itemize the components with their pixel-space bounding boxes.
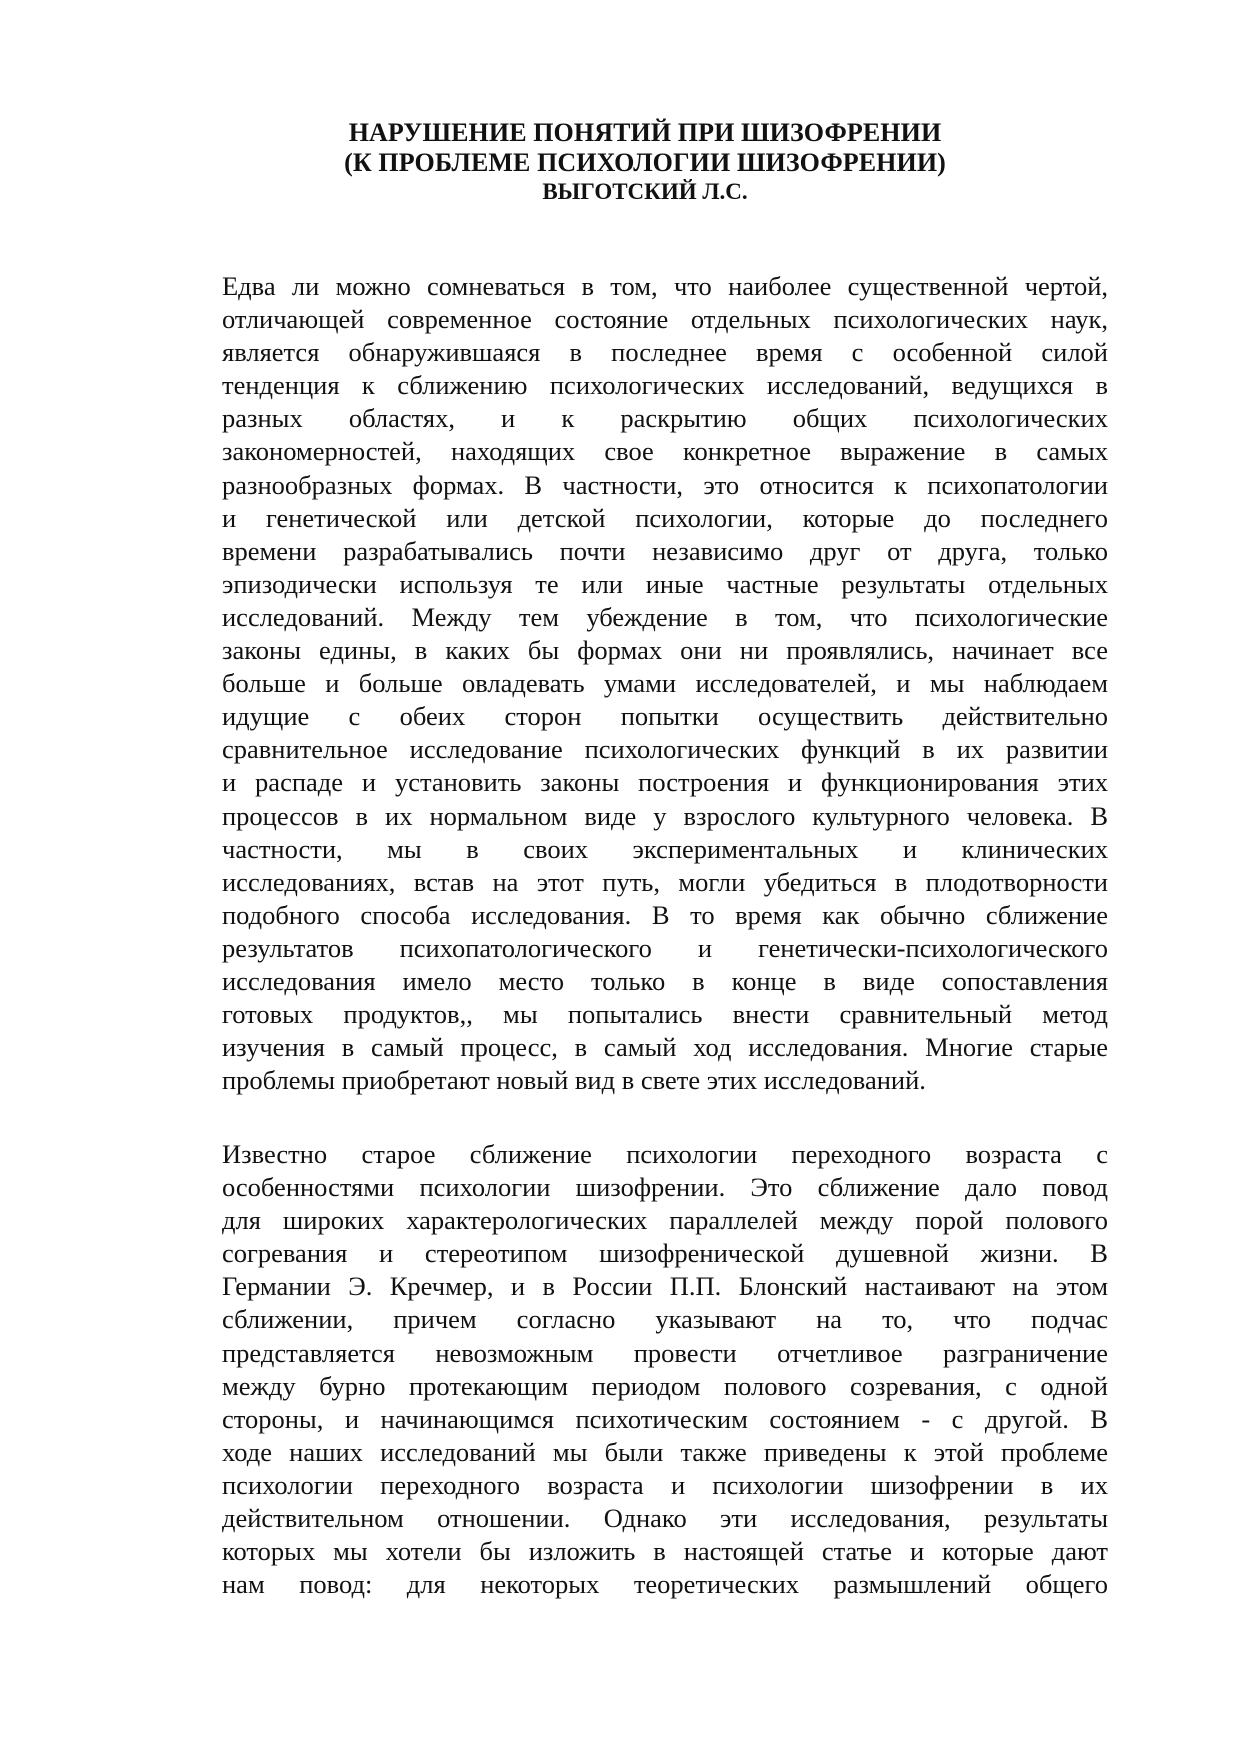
text-line: действительном отношении. Однако эти исследования, результаты [222, 1503, 1108, 1534]
text-line: тенденция к сближению психологических исследований, ведущихся в [222, 370, 1108, 401]
text-line: частности, мы в своих экспериментальных и клинических [222, 833, 1108, 864]
paragraph-1 [222, 270, 1108, 1097]
text-line: исследованиях, встав на этот путь, могли убедиться в плодотворности [222, 866, 1108, 897]
article-subtitle: (К ПРОБЛЕМЕ ПСИХОЛОГИИ ШИЗОФРЕНИИ) [344, 148, 946, 177]
text-line: отличающей современное состояние отдельных психологических наук, [222, 304, 1108, 335]
text-line: законы едины, в каких бы формах они ни проявлялись, начинает все [222, 635, 1108, 666]
text-line: исследований. Между тем убеждение в том, что психологические [222, 601, 1108, 632]
text-line: проблемы приобретают новый вид в свете этих исследований. [222, 1065, 926, 1096]
paragraph-2 [222, 1138, 1108, 1601]
text-line: сравнительное исследование психологических функций в их развитии [222, 734, 1108, 765]
text-line: ходе наших исследований мы были также приведены к этой проблеме [222, 1436, 1108, 1467]
text-line: нам повод: для некоторых теоретических размышлений общего [222, 1569, 1108, 1600]
text-line: эпизодически используя те или иные частные результаты отдельных [222, 568, 1108, 599]
text-line: представляется невозможным провести отчетливое разграничение [222, 1337, 1108, 1368]
text-line: времени разрабатывались почти независимо друг от друга, только [222, 535, 1108, 566]
text-line: особенностями психологии шизофрении. Это сближение дало повод [222, 1172, 1108, 1203]
text-line: и распаде и установить законы построения и функционирования этих [222, 767, 1108, 798]
text-line: результатов психопатологического и генетически-психологического [222, 932, 1108, 963]
text-line: идущие с обеих сторон попытки осуществить действительно [222, 701, 1108, 732]
text-line: больше и больше овладевать умами исследователей, и мы наблюдаем [222, 668, 1108, 699]
text-line: разнообразных формах. В частности, это относится к психопатологии [222, 469, 1108, 500]
text-line: подобного способа исследования. В то время как обычно сближение [222, 899, 1108, 930]
text-line: и генетической или детской психологии, которые до последнего [222, 502, 1108, 533]
text-line: процессов в их нормальном виде у взрослого культурного человека. В [222, 800, 1108, 831]
text-line: Известно старое сближение психологии переходного возраста с [222, 1139, 1108, 1169]
title-block [200, 118, 1090, 206]
text-line: исследования имело место только в конце в виде сопоставления [222, 965, 1108, 996]
text-line: стороны, и начинающимся психотическим состоянием - с другой. В [222, 1403, 1108, 1434]
text-line: разных областях, и к раскрытию общих психологических [222, 403, 1108, 434]
text-line: сближении, причем согласно указывают на то, что подчас [222, 1304, 1108, 1335]
text-line: Едва ли можно сомневаться в том, что наиболее существенной чертой, [222, 271, 1108, 301]
text-line: которых мы хотели бы изложить в настоящей статье и которые дают [222, 1536, 1108, 1567]
text-line: согревания и стереотипом шизофренической душевной жизни. В [222, 1238, 1108, 1269]
text-line: психологии переходного возраста и психологии шизофрении в их [222, 1469, 1108, 1500]
text-line: является обнаружившаяся в последнее время с особенной силой [222, 337, 1108, 368]
article-author: ВЫГОТСКИЙ Л.С. [542, 179, 748, 204]
text-line: для широких характерологических параллелей между порой полового [222, 1205, 1108, 1236]
text-line: изучения в самый процесс, в самый ход исследования. Многие старые [222, 1032, 1108, 1063]
article-title: НАРУШЕНИЕ ПОНЯТИЙ ПРИ ШИЗОФРЕНИИ [348, 118, 942, 147]
text-line: между бурно протекающим периодом полового созревания, с одной [222, 1370, 1108, 1401]
text-line: Германии Э. Кречмер, и в России П.П. Блонский настаивают на этом [222, 1271, 1108, 1302]
text-line: готовых продуктов,, мы попытались внести сравнительный метод [222, 999, 1108, 1030]
text-line: закономерностей, находящих свое конкретное выражение в самых [222, 436, 1108, 467]
